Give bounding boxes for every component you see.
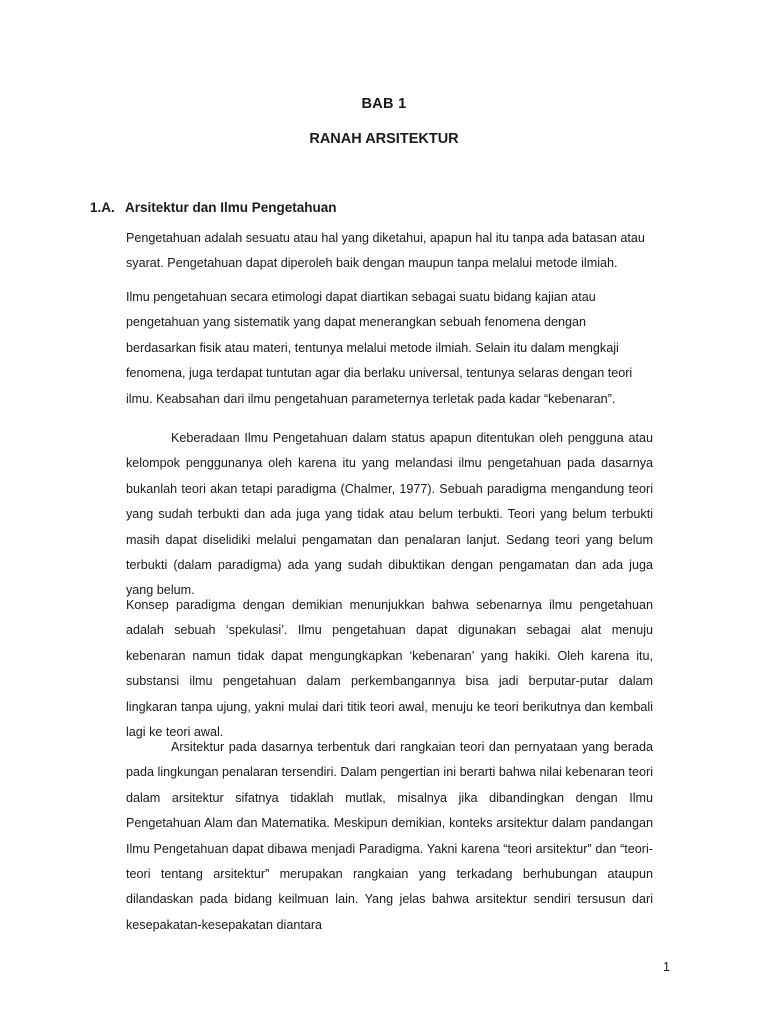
paragraph-1: Pengetahuan adalah sesuatu atau hal yang diketahui, apapun hal itu tanpa ada batasan atau syarat. Pengetahuan dapat diperoleh baik dengan maupun tanpa melalui metode ilmiah. bbox=[126, 231, 645, 271]
paragraph-5: Arsitektur pada dasarnya terbentuk dari rangkaian teori dan pernyataan yang berada pada lingkungan penalaran tersendiri. Dalam pengertian ini berarti bahwa nilai kebenaran teori dalam arsitektur sifatnya tidaklah mutlak, misalnya jika dibandingkan dengan Ilmu Pengetahuan Alam dan Matematika. Meskipun demikian, konteks arsitektur dalam pandangan Ilmu Pengetahuan dapat dibawa menjadi Paradigma. Yakni karena “teori arsitektur” dan “teori-teori tentang arsitektur” merupakan rangkaian yang terkadang berhubungan ataupun dilandaskan pada bidang keilmuan lain. Yang jelas bahwa arsitektur sendiri tersusun dari kesepakatan-kesepakatan diantara bbox=[126, 740, 653, 932]
page-number: 1 bbox=[663, 960, 671, 974]
section-heading bbox=[90, 200, 337, 215]
section-number: 1.A. bbox=[90, 200, 115, 215]
chapter-title: RANAH ARSITEKTUR bbox=[309, 131, 459, 147]
chapter-label: BAB 1 bbox=[361, 96, 407, 112]
paragraph-3: Keberadaan Ilmu Pengetahuan dalam status apapun ditentukan oleh pengguna atau kelompok penggunanya oleh karena itu yang melandasi ilmu pengetahuan pada dasarnya bukanlah teori akan tetapi paradigma (Chalmer, 1977). Sebuah paradigma mengandung teori yang sudah terbukti dan ada juga yang tidak atau belum terbukti. Teori yang belum terbukti masih dapat diselidiki melalui pengamatan dan penalaran lanjut. Sedang teori yang belum terbukti (dalam paradigma) ada yang sudah dibuktikan dengan pengamatan dan ada juga yang belum. bbox=[126, 431, 653, 598]
paragraph-4: Konsep paradigma dengan demikian menunjukkan bahwa sebenarnya ilmu pengetahuan adalah sebuah ‘spekulasi’. Ilmu pengetahuan dapat digunakan sebagai alat menuju kebenaran namun tidak dapat mengungkapkan ‘kebenaran’ yang hakiki. Oleh karena itu, substansi ilmu pengetahuan dalam perkembangannya bisa jadi berputar-putar dalam lingkaran tanpa ujung, yakni mulai dari titik teori awal, menuju ke teori berikutnya dan kembali lagi ke teori awal. bbox=[126, 598, 653, 740]
section-title: Arsitektur dan Ilmu Pengetahuan bbox=[125, 200, 337, 215]
paragraph-2: Ilmu pengetahuan secara etimologi dapat diartikan sebagai suatu bidang kajian atau pengetahuan yang sistematik yang dapat menerangkan sebuah fenomena dengan berdasarkan fisik atau materi, tentunya melalui metode ilmiah. Selain itu dalam mengkaji fenomena, juga terdapat tuntutan agar dia berlaku universal, tentunya selaras dengan teori ilmu. Keabsahan dari ilmu pengetahuan parameternya terletak pada kadar “kebenaran”. bbox=[126, 290, 633, 406]
